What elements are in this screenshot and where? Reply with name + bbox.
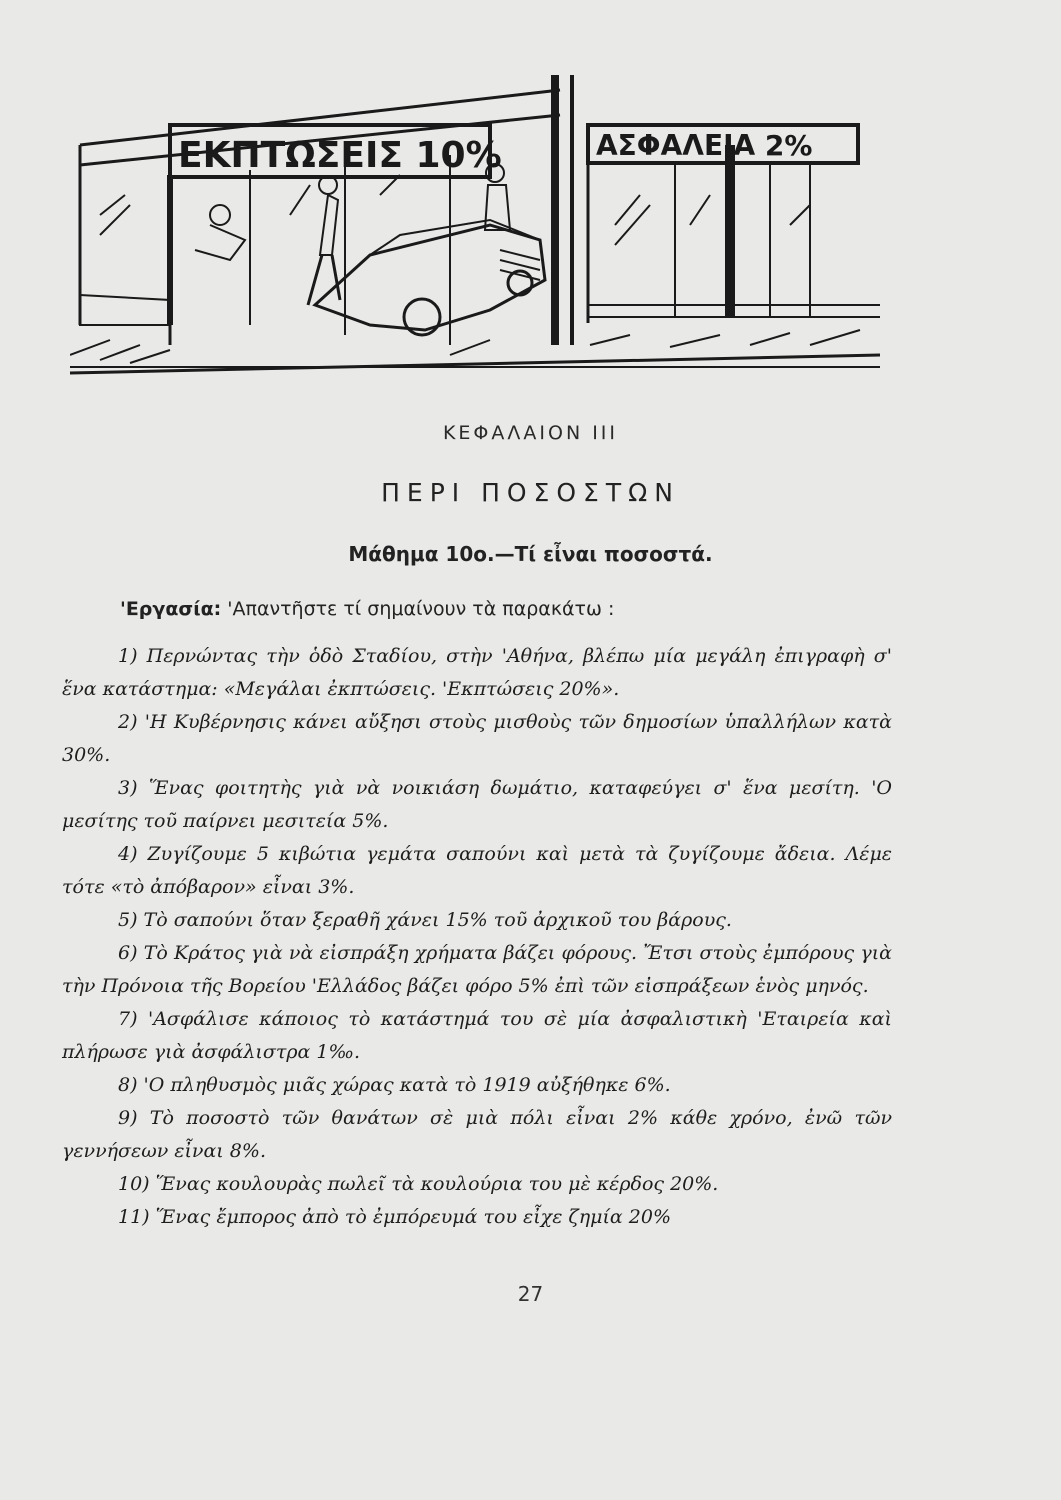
task-text: 'Απαντῆστε τί σημαίνουν τὰ παρακάτω : xyxy=(227,598,615,620)
insurance-sign: ΑΣΦΑΛΕΙΑ 2% xyxy=(596,129,813,162)
page-number: 27 xyxy=(517,1282,544,1306)
list-item: 6) Τὸ Κράτος γιὰ νὰ εἰσπράξη χρήματα βάζει φόρους. Ἔτσι στοὺς ἐμπόρους γιὰ τὴν Πρόνοια τῆς Βορείου 'Ελλάδος βάζει φόρο 5% ἐπὶ τῶν εἰσπράξεων ἑνὸς μηνός. xyxy=(62,942,892,997)
page-title: ΠΕΡΙ ΠΟΣΟΣΤΩΝ xyxy=(381,478,680,507)
list-item: 3) Ἕνας φοιτητὴς γιὰ νὰ νοικιάση δωμάτιο, καταφεύγει σ' ἕνα μεσίτη. 'Ο μεσίτης τοῦ παίρνει μεσιτεία 5%. xyxy=(62,777,892,832)
task-label: 'Εργασία: xyxy=(120,598,222,620)
list-item: 8) 'Ο πληθυσμὸς μιᾶς χώρας κατὰ τὸ 1919 αὐξήθηκε 6%. xyxy=(118,1074,671,1096)
storefront-illustration xyxy=(70,55,880,395)
list-item: 7) 'Ασφάλισε κάποιος τὸ κατάστημά του σὲ μία ἀσφαλιστικὴ 'Εταιρεία καὶ πλήρωσε γιὰ ἀσφάλιστρα 1‰. xyxy=(62,1008,892,1063)
exercise-list xyxy=(62,640,892,1234)
list-item: 4) Ζυγίζουμε 5 κιβώτια γεμάτα σαπούνι καὶ μετὰ τὰ ζυγίζουμε ἄδεια. Λέμε τότε «τὸ ἀπόβαρον» εἶναι 3%. xyxy=(62,843,892,898)
chapter-heading: ΚΕΦΑΛΑΙΟΝ ΙΙΙ xyxy=(442,422,619,444)
list-item: 10) Ἕνας κουλουρὰς πωλεῖ τὰ κουλούρια του μὲ κέρδος 20%. xyxy=(118,1173,719,1195)
discount-sign: ΕΚΠΤΩΣΕΙΣ 10% xyxy=(178,135,502,176)
list-item: 1) Περνώντας τὴν ὁδὸ Σταδίου, στὴν 'Αθήνα, βλέπω μία μεγάλη ἐπιγραφὴ σ' ἕνα κατάστημα: «Μεγάλαι ἐκπτώσεις. 'Εκπτώσεις 20%». xyxy=(62,645,892,700)
list-item: 5) Τὸ σαπούνι ὅταν ξεραθῆ χάνει 15% τοῦ ἀρχικοῦ του βάρους. xyxy=(118,909,732,931)
list-item: 11) Ἕνας ἔμπορος ἀπὸ τὸ ἐμπόρευμά του εἶχε ζημία 20% xyxy=(118,1206,672,1228)
list-item: 9) Τὸ ποσοστὸ τῶν θανάτων σὲ μιὰ πόλι εἶναι 2% κάθε χρόνο, ἐνῶ τῶν γεννήσεων εἶναι 8%. xyxy=(62,1107,892,1162)
list-item: 2) 'Η Κυβέρνησις κάνει αὔξησι στοὺς μισθοὺς τῶν δημοσίων ὑπαλλήλων κατὰ 30%. xyxy=(62,711,892,766)
lesson-heading: Μάθημα 10ο.—Τί εἶναι ποσοστά. xyxy=(348,542,713,566)
task-line xyxy=(120,598,614,620)
